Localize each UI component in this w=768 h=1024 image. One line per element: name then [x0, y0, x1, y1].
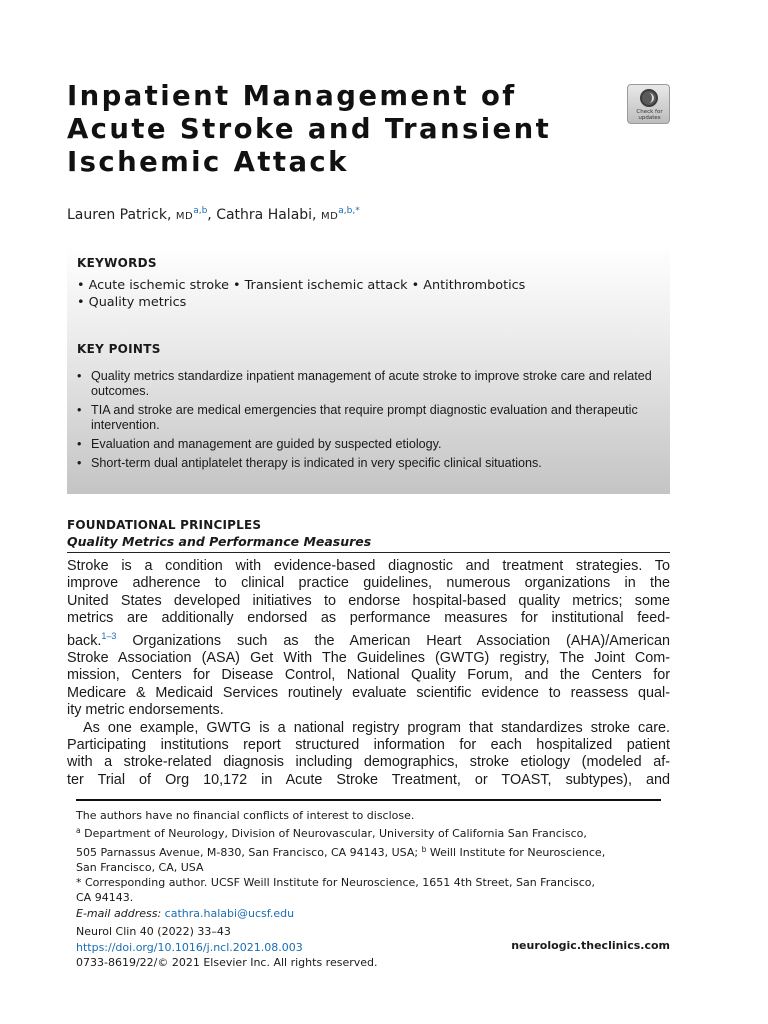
affiliation-a-address: 505 Parnassus Avenue, M-830, San Francisco, CA 94143, USA; — [76, 845, 422, 859]
check-for-updates-icon — [640, 89, 658, 107]
body-line: Participating institutions report structured information for each hospitalized patient — [67, 737, 670, 754]
body-line-with-reference — [67, 628, 670, 650]
body-line: Stroke Association (ASA) Get With The Guidelines (GWTG) registry, The Joint Com- — [67, 650, 670, 667]
affiliation-b-marker: b — [421, 844, 427, 854]
affiliation-a-line-1 — [76, 823, 666, 841]
footnote-rule — [76, 799, 661, 801]
journal-site[interactable]: neurologic.theclinics.com — [511, 939, 670, 952]
body-line: improve adherence to clinical practice guidelines, numerous organizations in the — [67, 575, 670, 592]
author-2-degree: MD — [320, 211, 339, 222]
author-list — [67, 206, 360, 223]
title-line-3: Ischemic Attack — [67, 146, 349, 178]
keywords-line-1: • Acute ischemic stroke • Transient ischemic attack • Antithrombotics — [77, 278, 526, 293]
email-label: E-mail address: — [76, 906, 162, 920]
key-point-item: • TIA and stroke are medical emergencies that require prompt diagnostic evaluation and therapeutic intervention. — [77, 403, 662, 433]
body-line: As one example, GWTG is a national registry program that standardizes stroke care. — [83, 719, 670, 736]
reference-link[interactable]: 1–3 — [101, 630, 117, 641]
check-for-updates-badge[interactable] — [627, 84, 670, 124]
journal-citation: Neurol Clin 40 (2022) 33–43 — [76, 925, 231, 938]
section-subheading: Quality Metrics and Performance Measures — [67, 534, 372, 549]
doi-link[interactable]: https://doi.org/10.1016/j.ncl.2021.08.003 — [76, 940, 303, 954]
email-row — [76, 906, 666, 921]
key-points-heading: KEY POINTS — [77, 342, 161, 356]
section-heading: FOUNDATIONAL PRINCIPLES — [67, 518, 262, 532]
author-separator: , — [207, 207, 217, 223]
body-line: Stroke is a condition with evidence-based diagnostic and treatment strategies. To — [67, 558, 670, 574]
author-2-name: Cathra Halabi, — [216, 207, 321, 223]
affiliation-a-text: Department of Neurology, Division of Neurovascular, University of California San Francisco, — [80, 827, 587, 841]
key-points-list — [77, 369, 662, 475]
body-line: mission, Centers for Disease Control, National Quality Forum, and the Centers for — [67, 667, 670, 684]
corresponding-author-line-2: CA 94143. — [76, 891, 134, 905]
section-rule — [67, 552, 670, 553]
key-point-item: • Evaluation and management are guided by suspected etiology. — [77, 437, 662, 452]
body-text — [67, 558, 670, 789]
body-line: United States developed initiatives to endorse hospital-based quality metrics; some — [67, 592, 670, 609]
affiliation-a-marker: a — [76, 826, 81, 836]
keywords-line-2: • Quality metrics — [77, 295, 187, 310]
author-1-degree: MD — [175, 211, 194, 222]
body-line: Medicare & Medicaid Services routinely evaluate scientific evidence to reassess qual- — [67, 684, 670, 701]
badge-line-2: updates — [638, 115, 661, 121]
keywords-heading: KEYWORDS — [77, 256, 157, 270]
corresponding-author-line-1: * Corresponding author. UCSF Weill Institute for Neuroscience, 1651 4th Street, San Francisco, — [76, 876, 596, 890]
title-line-2: Acute Stroke and Transient — [67, 113, 552, 145]
author-1-affiliation-link[interactable]: a,b — [193, 206, 208, 216]
disclosure-note: The authors have no financial conflicts of interest to disclose. — [76, 809, 415, 822]
body-line: metrics are additionally endorsed as performance measures for institutional feed- — [67, 610, 670, 627]
key-point-item: • Short-term dual antiplatelet therapy is indicated in very specific clinical situations. — [77, 456, 662, 471]
article-title — [67, 80, 587, 179]
badge-text — [628, 109, 671, 121]
body-text-fragment: Organizations such as the American Heart Association (AHA)/American — [116, 632, 670, 649]
affiliation-b-line-2: San Francisco, CA, USA — [76, 860, 204, 874]
body-text-fragment: back. — [67, 632, 102, 649]
journal-info — [76, 924, 378, 971]
title-line-1: Inpatient Management of — [67, 80, 517, 112]
author-2-affiliation-link[interactable]: a,b,* — [338, 206, 360, 216]
badge-line-1: Check for — [636, 109, 663, 115]
affiliation-a-line-2 — [76, 842, 666, 860]
copyright-notice: 0733-8619/22/© 2021 Elsevier Inc. All rights reserved. — [76, 956, 378, 969]
key-point-item: • Quality metrics standardize inpatient management of acute stroke to improve stroke care and related outcomes. — [77, 369, 662, 399]
affiliation-b-text: Weill Institute for Neuroscience, — [426, 845, 606, 859]
author-1-name: Lauren Patrick, — [67, 207, 176, 223]
keywords-keypoints-box — [67, 245, 670, 494]
footnotes — [76, 808, 666, 921]
body-line: ity metric endorsements. — [67, 702, 224, 719]
body-line: with a stroke-related diagnosis including demographics, stroke etiology (modeled af- — [67, 754, 670, 771]
email-link[interactable]: cathra.halabi@ucsf.edu — [164, 906, 295, 920]
body-line: ter Trial of Org 10,172 in Acute Stroke Treatment, or TOAST, subtypes), and — [67, 771, 670, 788]
